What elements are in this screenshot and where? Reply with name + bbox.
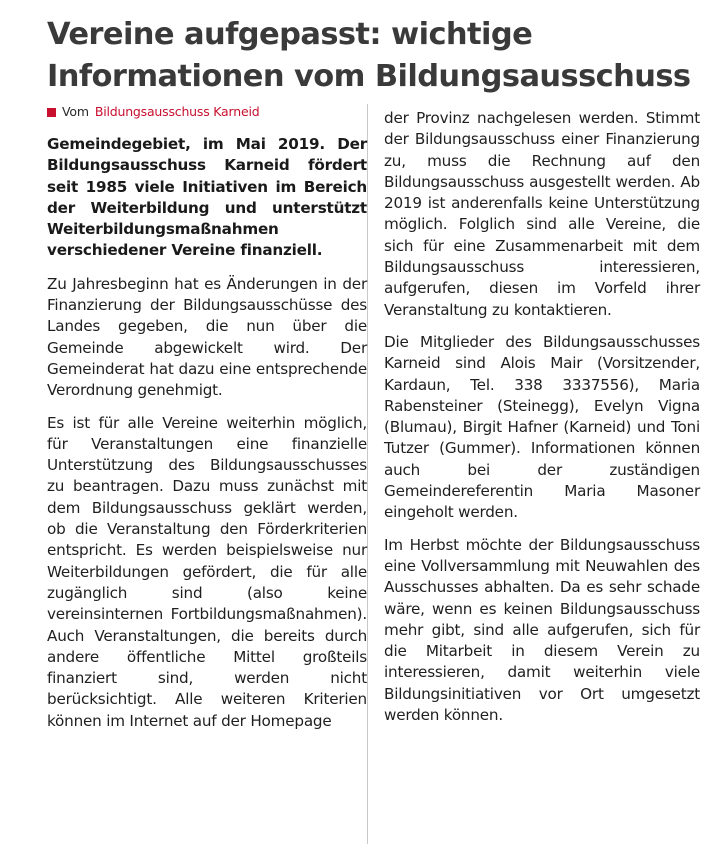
paragraph-4-text: Im Herbst möchte der Bildungsausschuss eine Vollversammlung mit Neuwahlen des Ausschusses abhalten. Da es sehr schade wäre, wenn es keinen Bildungsausschuss mehr gibt, sind alle aufgerufen, sich für die Mitarbeit in diesem Verein zu interessieren, damit weiterhin viele Bildungsinitiativen vor Ort umgesetzt werden können. [384, 535, 700, 725]
red-square-icon [47, 108, 56, 117]
paragraph-2-text-part-2: der Provinz nachgelesen werden. Stimmt der Bildungsausschuss einer Finanzierung zu, muss die Rechnung auf den Bildungsausschuss ausgestellt werden. Ab 2019 ist anderenfalls keine Unterstützung möglich. Folglich sind alle Vereine, die sich für eine Zusammenarbeit mit dem Bildungsausschuss interessieren, aufgerufen, diesen im Vorfeld ihrer Veranstaltung zu kontaktieren. [384, 109, 700, 319]
paragraph-3 [384, 332, 700, 524]
byline [47, 104, 367, 120]
paragraph-4 [384, 535, 700, 727]
paragraph-1-text: Zu Jahresbeginn hat es Änderungen in der Finanzierung der Bildungsausschüsse des Landes gegeben, die nun über die Gemeinde abgewickelt wird. Der Gemeinderat hat dazu eine entsprechende Verordnung genehmigt. [47, 274, 367, 400]
lead-paragraph [47, 134, 367, 262]
paragraph-3-text: Die Mitglieder des Bildungsausschusses Karneid sind Alois Mair (Vorsitzender, Kardaun, Tel. 338 3337556), Maria Rabensteiner (Steinegg), Evelyn Vigna (Blumau), Birgit Hafner (Karneid) und Toni Tutzer (Gummer). Informationen können auch bei der zuständigen Gemeindereferentin Maria Masoner eingeholt werden. [384, 332, 700, 522]
paragraph-2-text-part-1: Es ist für alle Vereine weiterhin möglich, für Veranstaltungen eine finanzielle Unterstützung des Bildungsausschusses zu beantragen. Dazu muss zunächst mit dem Bildungsausschuss geklärt werden, ob die Veranstaltung den Förderkriterien entspricht. Es werden beispielsweise nur Weiterbildungen gefördert, die für alle zugänglich sind (also keine vereinsinternen Fortbildungsmaßnahmen). Auch Veranstaltungen, die bereits durch andere öffentliche Mittel großteils finanziert sind, werden nicht berücksichtigt. Alle weiteren Kriterien können im Internet auf der Homepage [47, 413, 367, 730]
byline-prefix: Vom [62, 104, 89, 119]
paragraph-2-continued [384, 108, 700, 321]
headline-line-1: Vereine aufgepasst: wichtige [47, 17, 533, 52]
paragraph-2-start [47, 413, 367, 732]
left-column [47, 104, 367, 743]
paragraph-1 [47, 274, 367, 402]
article-headline [47, 14, 697, 98]
headline-line-2: Informationen vom Bildungsausschuss [47, 59, 691, 94]
column-divider [367, 104, 368, 844]
lead-text: Gemeindegebiet, im Mai 2019. Der Bildungsausschuss Karneid fördert seit 1985 viele Initiativen im Bereich der Weiterbildung und unterstützt Weiterbildungsmaßnahmen verschiedener Vereine finanziell. [47, 135, 367, 260]
right-column [384, 108, 700, 737]
byline-org: Bildungsausschuss Karneid [94, 104, 260, 119]
